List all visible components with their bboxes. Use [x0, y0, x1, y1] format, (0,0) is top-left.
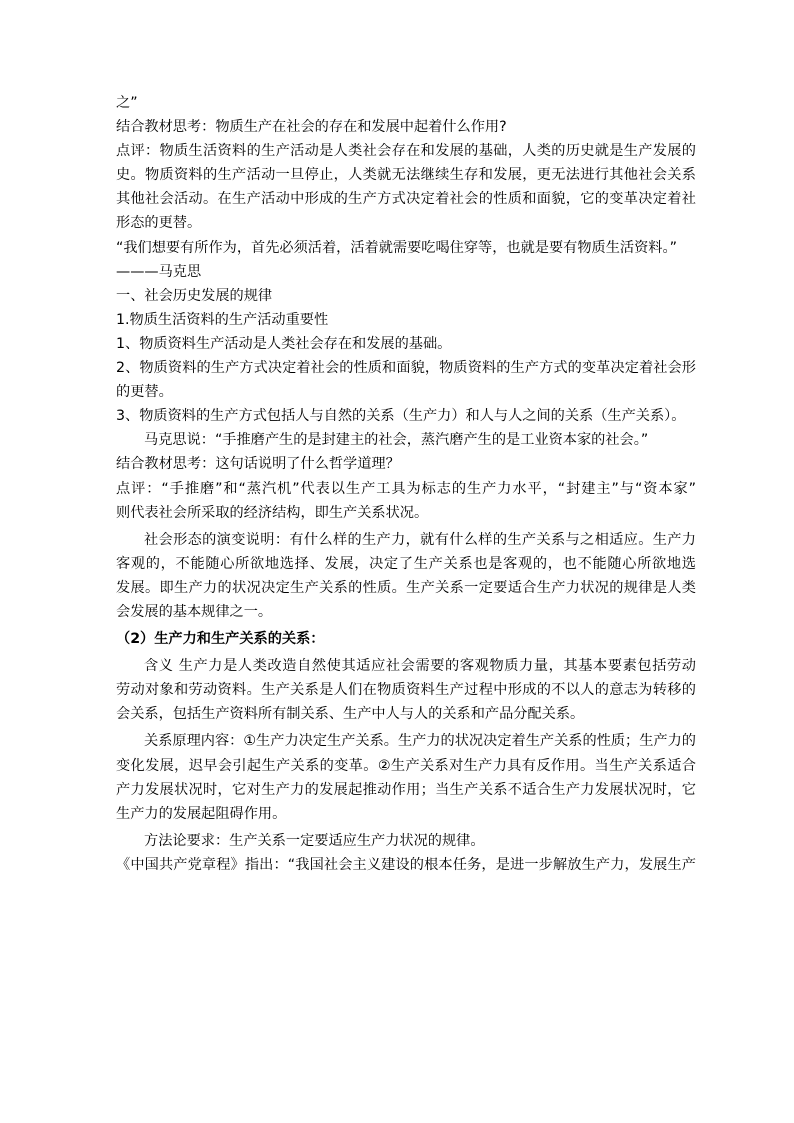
- text-line: 史。物质资料的生产活动一旦停止，人类就无法继续生存和发展，更无法进行其他社会关系: [116, 167, 696, 184]
- text-line: 则代表社会所采取的经济结构，即生产关系状况。: [116, 504, 429, 521]
- text-line: 变化发展，迟早会引起生产关系的变革。②生产关系对生产力具有反作用。当生产关系适合: [116, 757, 696, 774]
- subsection-heading: 1.物质生活资料的生产活动重要性: [116, 311, 329, 328]
- section-heading: 一、社会历史发展的规律: [116, 287, 273, 304]
- text-line: 会发展的基本规律之一。: [116, 603, 273, 620]
- text-line: 形态的更替。: [116, 215, 202, 232]
- text-line: 劳动对象和劳动资料。生产关系是人们在物质资料生产过程中形成的不以人的意志为转移的: [116, 682, 696, 699]
- text-line: 结合教材思考：物质生产在社会的存在和发展中起着什么作用?: [116, 119, 507, 136]
- quote-line: 马克思说：“手推磨产生的是封建主的社会，蒸汽磨产生的是工业资本家的社会。”: [144, 432, 649, 449]
- text-line: 之”: [116, 95, 138, 111]
- text-line: 客观的，不能随心所欲地选择、发展，决定了生产关系也是客观的，也不能随心所欲地选: [116, 555, 696, 572]
- text-line: 生产力的发展起阻碍作用。: [116, 805, 287, 822]
- quote-attribution: ———马克思: [116, 263, 202, 280]
- text-line: 的更替。: [116, 384, 173, 401]
- document-page: [116, 91, 696, 877]
- text-line: 《中国共产党章程》指出：“我国社会主义建设的根本任务，是进一步解放生产力，发展生产: [116, 856, 696, 873]
- text-line: 结合教材思考：这句话说明了什么哲学道理？: [116, 456, 400, 473]
- text-line: 方法论要求：生产关系一定要适应生产力状况的规律。: [144, 832, 485, 849]
- text-line: 会关系，包括生产资料所有制关系、生产中人与人的关系和产品分配关系。: [116, 706, 585, 723]
- text-line: 点评：物质生活资料的生产活动是人类社会存在和发展的基础，人类的历史就是生产发展的: [116, 143, 696, 160]
- text-line: 社会形态的演变说明：有什么样的生产力，就有什么样的生产关系与之相适应。生产力: [144, 531, 696, 548]
- text-line: 含义 生产力是人类改造自然使其适应社会需要的客观物质力量，其基本要素包括劳动: [144, 658, 696, 675]
- subsection-heading: （2）生产力和生产关系的关系：: [116, 631, 325, 648]
- quote-line: “我们想要有所作为，首先必须活着，活着就需要吃喝住穿等，也就是要有物质生活资料。”: [116, 239, 677, 256]
- text-line: 发展。即生产力的状况决定生产关系的性质。生产关系一定要适合生产力状况的规律是人类: [116, 579, 696, 596]
- list-item: 2、物质资料的生产方式决定着社会的性质和面貌，物质资料的生产方式的变革决定着社会形: [116, 360, 696, 377]
- list-item: 1、物质资料生产活动是人类社会存在和发展的基础。: [116, 335, 452, 352]
- text-line: 其他社会活动。在生产活动中形成的生产方式决定着社会的性质和面貌，它的变革决定着社: [116, 191, 696, 208]
- text-line: 点评：“手推磨”和“蒸汽机”代表以生产工具为标志的生产力水平，“封建主”与“资本家”: [116, 480, 696, 497]
- text-line: 产力发展状况时，它对生产力的发展起推动作用；当生产关系不适合生产力发展状况时，它: [116, 781, 696, 798]
- text-line: 关系原理内容：①生产力决定生产关系。生产力的状况决定着生产关系的性质；生产力的: [144, 733, 696, 750]
- list-item: 3、物质资料的生产方式包括人与自然的关系（生产力）和人与人之间的关系（生产关系）。: [116, 408, 686, 425]
